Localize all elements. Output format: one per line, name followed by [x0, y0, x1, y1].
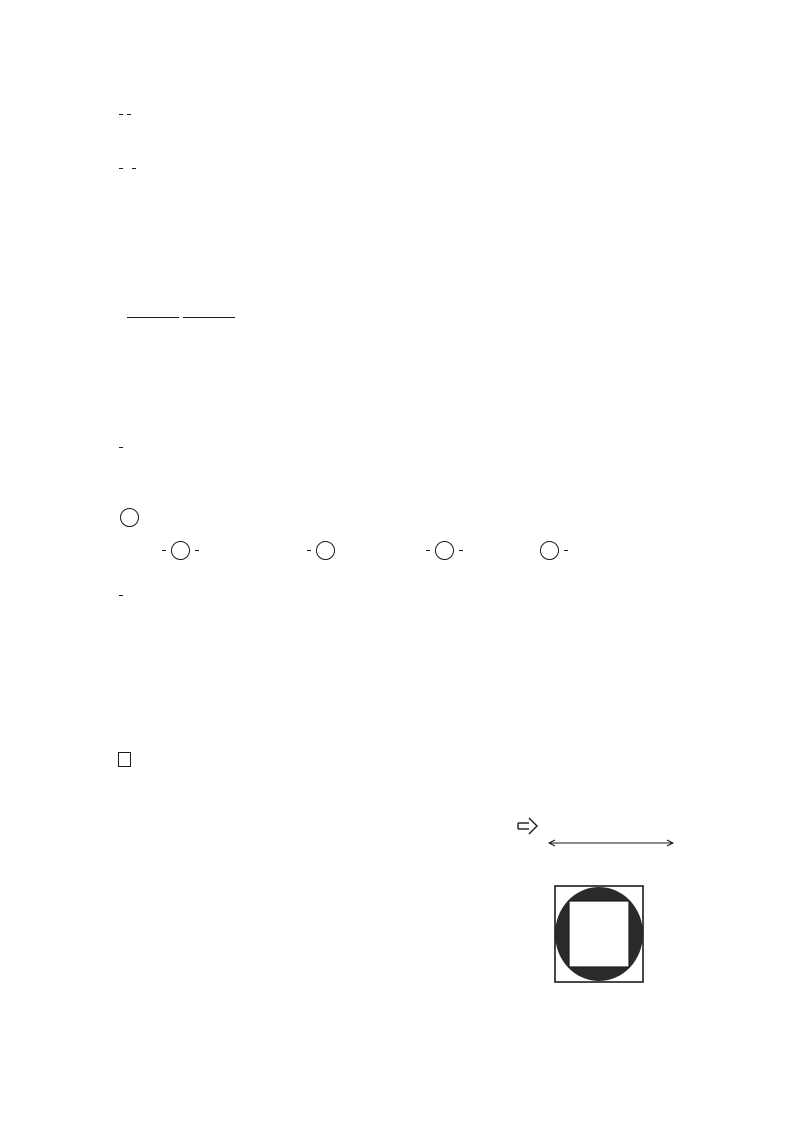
dimension-line [549, 840, 673, 846]
compare-circle-icon[interactable] [171, 541, 190, 560]
question-15-title [117, 507, 142, 527]
compare-item-1 [160, 540, 201, 560]
compare-item-2 [305, 540, 338, 560]
circle-rearrange-diagram [445, 785, 685, 875]
fraction [119, 114, 123, 115]
compare-circle-icon [120, 508, 139, 527]
question-14 [117, 437, 125, 457]
square-circle-diagram [550, 883, 680, 987]
fraction [119, 595, 123, 596]
compare-circle-icon[interactable] [435, 541, 454, 560]
compare-item-3 [424, 540, 465, 560]
question-19 [117, 751, 131, 771]
fraction [127, 114, 131, 115]
fraction [119, 168, 123, 169]
question-10 [117, 158, 138, 178]
compare-circle-icon[interactable] [540, 541, 559, 560]
fraction [183, 317, 235, 318]
question-12-answer [125, 307, 242, 327]
fraction [127, 317, 179, 318]
inner-square [569, 901, 629, 967]
arrow-icon [518, 818, 537, 834]
question-9 [117, 104, 133, 124]
digit-box-icon [118, 752, 131, 767]
compare-circle-icon[interactable] [316, 541, 335, 560]
compare-item-4 [537, 540, 570, 560]
fraction [132, 168, 136, 169]
fraction [119, 447, 123, 448]
question-16 [117, 585, 125, 605]
